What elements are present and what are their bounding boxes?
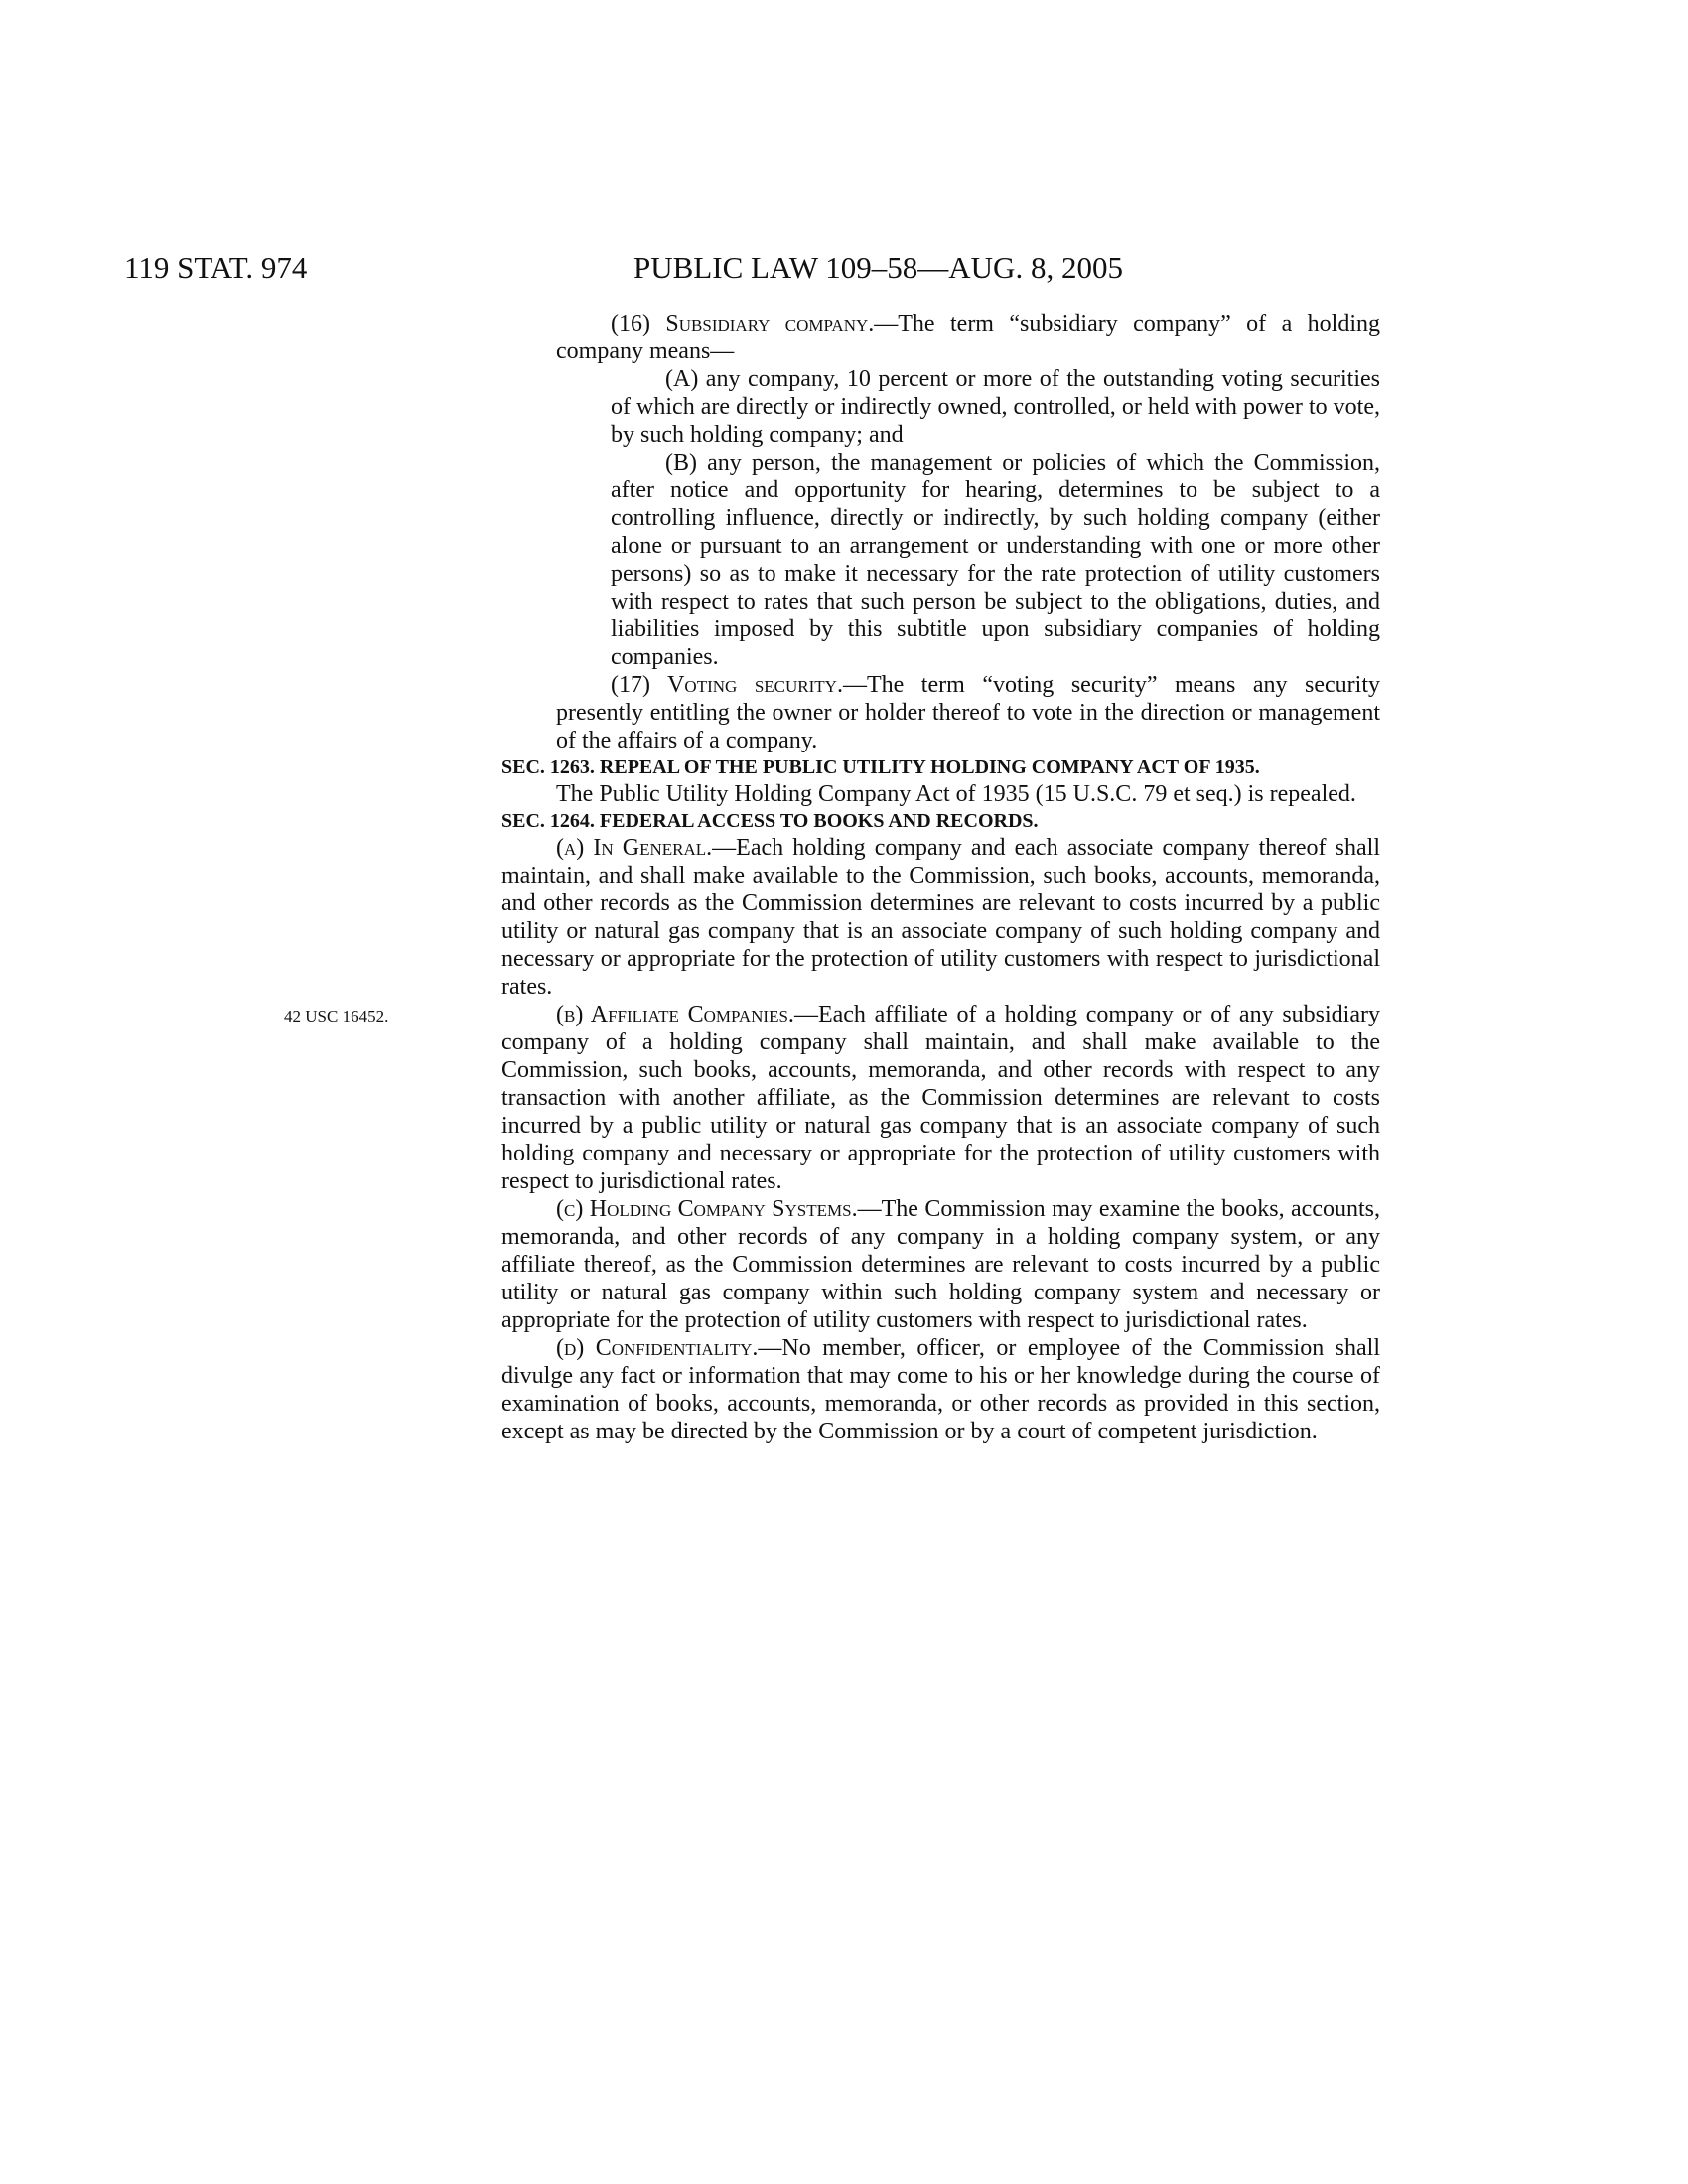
definition-16-b: (B) any person, the management or policies of which the Commission, after notice and opportunity for hearing, determines to be subject to a controlling influence, directly or indirectly, by such holding company (either alone or pursuant to an arrangement or understanding with one or more other persons) so as to make it necessary for the rate protection of utility customers with respect to rates that such person be subject to the obligations, duties, and liabilities imposed by this subtitle upon subsidiary companies of holding companies.	[611, 450, 1380, 670]
definition-16-intro	[501, 310, 1380, 365]
subsection-c-term: (c) Holding Company Systems.	[556, 1196, 858, 1222]
page-header	[0, 248, 1688, 288]
definition-17	[501, 671, 1380, 754]
section-1264-subsection-a	[501, 834, 1380, 1001]
running-title: PUBLIC LAW 109–58—AUG. 8, 2005	[633, 250, 1123, 285]
section-1263-text: The Public Utility Holding Company Act of 1935 (15 U.S.C. 79 et seq.) is repealed.	[556, 781, 1356, 807]
document-body	[501, 310, 1380, 1445]
subsection-d-text: —No member, officer, or employee of the Commission shall divulge any fact or information that may come to his or her knowledge during the course of examination of books, accounts, memoranda, or other records as provided in this section, except as may be directed by the Commission or by a court of competent jurisdiction.	[501, 1335, 1381, 1444]
subsection-b-term: (b) Affiliate Companies.	[556, 1002, 794, 1027]
section-1264	[501, 808, 1380, 1445]
subsection-d-term: (d) Confidentiality.	[556, 1335, 759, 1361]
definition-16	[501, 310, 1380, 671]
margin-note-usc: 42 USC 16452.	[284, 1007, 389, 1025]
section-1263-heading: SEC. 1263. REPEAL OF THE PUBLIC UTILITY HOLDING COMPANY ACT OF 1935.	[501, 756, 1260, 778]
definition-17-term: (17) Voting security.	[611, 672, 843, 698]
statute-citation: 119 STAT. 974	[124, 250, 308, 285]
definition-17-text: —The term “voting security” means any security presently entitling the owner or holder thereof to vote in the direction or management of the affairs of a company.	[556, 672, 1381, 753]
section-1264-subsection-c	[501, 1195, 1380, 1334]
section-1264-subsection-b	[501, 1001, 1380, 1195]
subsection-a-term: (a) In General.	[556, 835, 713, 861]
subsection-a-text: —Each holding company and each associate company thereof shall maintain, and shall make available to the Commission, such books, accounts, memoranda, and other records as the Commission determines are relevant to costs incurred by a public utility or natural gas company that is an associate company of such holding company and necessary or appropriate for the protection of utility customers with respect to jurisdictional rates.	[501, 835, 1380, 1000]
section-1263	[501, 754, 1380, 808]
definition-17-paragraph	[501, 671, 1380, 754]
definition-16-term: (16) Subsidiary company.	[611, 311, 875, 337]
definition-16-text: —The term “subsidiary company” of a holding company means—	[556, 311, 1380, 364]
definition-16-a: (A) any company, 10 percent or more of the outstanding voting securities of which are directly or indirectly owned, controlled, or held with power to vote, by such holding company; and	[611, 366, 1380, 448]
subsection-b-text: —Each affiliate of a holding company or of any subsidiary company of a holding company shall maintain, and shall make available to the Commission, such books, accounts, memoranda, and other records with respect to any transaction with another affiliate, as the Commission determines are relevant to costs incurred by a public utility or natural gas company that is an associate company of such holding company and necessary or appropriate for the protection of utility customers with respect to jurisdictional rates.	[501, 1002, 1380, 1194]
section-1264-subsection-d	[501, 1334, 1380, 1445]
section-1264-heading: SEC. 1264. FEDERAL ACCESS TO BOOKS AND RECORDS.	[501, 810, 1039, 832]
subsection-c-text: —The Commission may examine the books, accounts, memoranda, and other records of any company in a holding company system, or any affiliate thereof, as the Commission determines are relevant to costs incurred by a public utility or natural gas company within such holding company system and necessary or appropriate for the protection of utility customers with respect to jurisdictional rates.	[501, 1196, 1380, 1333]
